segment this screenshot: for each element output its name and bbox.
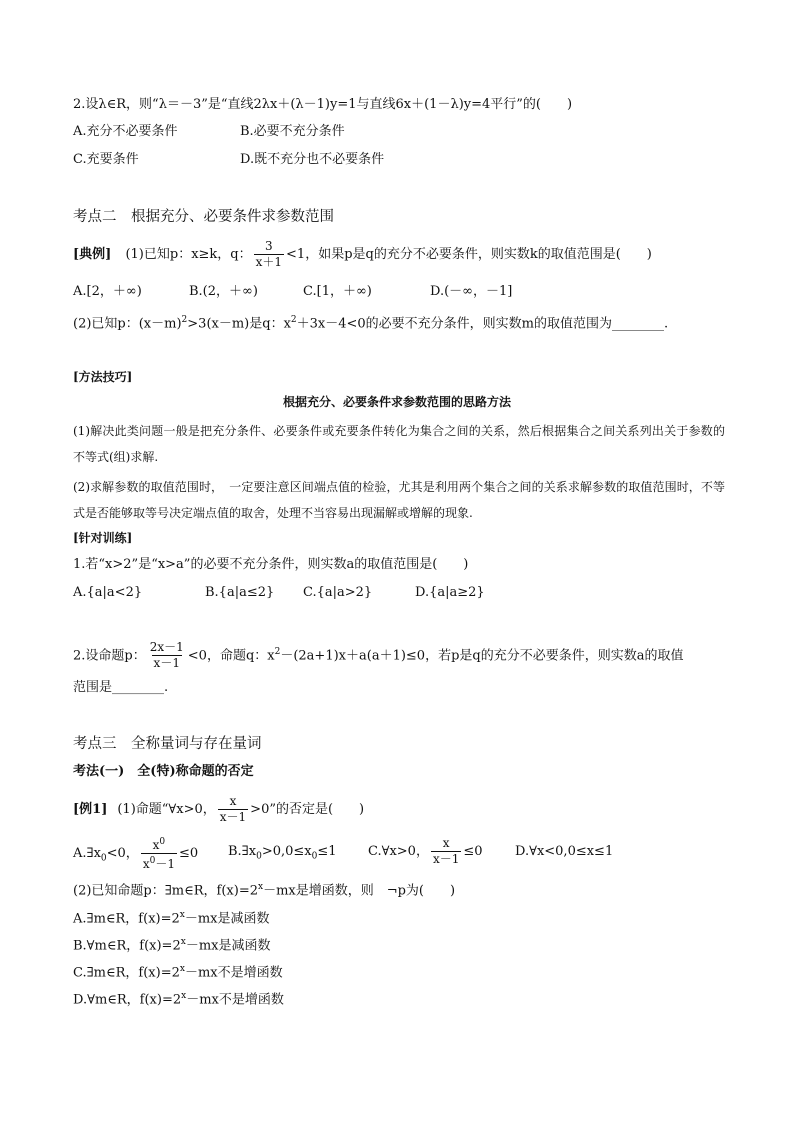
training-q2-text-b: <0，命题q：x xyxy=(187,648,275,664)
section-3-subheading: 考法(一) 全(特)称命题的否定 xyxy=(73,764,254,779)
ex3-part2-option-a xyxy=(73,906,270,928)
training-q2-line-1 xyxy=(73,636,683,672)
q2-option-c: C.充要条件 xyxy=(73,152,139,167)
subscript: 0 xyxy=(311,851,318,862)
text: D.∀m∈R，f(x)=2 xyxy=(73,992,182,1008)
fraction-numerator xyxy=(151,836,168,853)
numerator-text: x xyxy=(152,838,160,852)
option-text: ≤0 xyxy=(463,844,483,859)
exponent: 2 xyxy=(274,647,281,657)
option-text: <0， xyxy=(106,846,139,861)
fraction-denominator: x－1 xyxy=(432,852,460,866)
option-text: >0,0≤x xyxy=(261,844,312,859)
fraction-denominator: x－1 xyxy=(153,656,180,671)
q2-option-d: D.既不充分也不必要条件 xyxy=(240,152,385,167)
example-label: [典例] xyxy=(73,247,112,262)
superscript: x xyxy=(179,910,185,920)
ex1-option-a: A.[2，＋∞) xyxy=(73,284,142,299)
superscript: x xyxy=(180,937,186,947)
ex1-option-b: B.(2，＋∞) xyxy=(189,284,258,299)
training-q2-text-a: 2.设命题p： xyxy=(73,648,146,664)
ex3-option-b xyxy=(228,836,337,873)
q2-option-b: B.必要不充分条件 xyxy=(240,124,345,139)
text: B.∀m∈R，f(x)=2 xyxy=(73,938,181,954)
text: －mx不是增函数 xyxy=(184,965,283,981)
method-title: 根据充分、必要条件求参数范围的思路方法 xyxy=(282,395,511,409)
fraction-denominator: x－1 xyxy=(219,810,247,824)
fraction-numerator: 2x－1 xyxy=(149,640,184,655)
exponent: 2 xyxy=(181,315,188,325)
text: －mx是减函数 xyxy=(185,938,271,954)
option-text: ≤1 xyxy=(317,844,337,859)
example-2-line xyxy=(73,311,668,333)
example-3-text-a: (1)命题“∀x>0， xyxy=(117,802,216,817)
fraction-denominator: x＋1 xyxy=(255,255,283,269)
training-q2-text-c: －(2a+1)x＋a(a＋1)≤0，若p是q的充分不必要条件，则实数a的取值 xyxy=(280,648,684,664)
question-2-stem: 2.设λ∈R，则“λ＝－3”是“直线2λx＋(λ－1)y=1与直线6x＋(1－λ)y=4平行”的( ) xyxy=(73,97,573,112)
denominator-text: －1 xyxy=(155,857,175,871)
superscript: x xyxy=(179,964,185,974)
text: C.∃m∈R，f(x)=2 xyxy=(73,965,180,981)
example-1-text-b: <1，如果p是q的充分不必要条件，则实数k的取值范围是( ) xyxy=(286,247,652,262)
option-a-fraction xyxy=(141,836,177,871)
denominator-text: x xyxy=(142,857,150,871)
text: A.∃m∈R，f(x)=2 xyxy=(73,911,180,927)
training-q1-stem: 1.若“x>2”是“x>a”的必要不充分条件，则实数a的取值范围是( ) xyxy=(73,557,469,572)
text: －mx不是增函数 xyxy=(186,992,284,1008)
example-1-fraction xyxy=(254,240,284,269)
training-q1-option-a: A.{a|a<2} xyxy=(73,585,143,600)
example-3-part-2 xyxy=(73,878,455,900)
superscript: 0 xyxy=(159,837,166,847)
ex3-part2-option-b xyxy=(73,933,270,955)
training-q2-line-2: 范围是________. xyxy=(73,680,169,695)
method-paragraph-2: (2)求解参数的取值范围时， 一定要注意区间端点值的检验，尤其是利用两个集合之间的关系求解参数的取值范围时，不等式是否能够取等号决定端点值的取舍，处理不当容易出现漏解或增解的现象. xyxy=(73,480,725,520)
section-3-heading: 考点三 全称量词与存在量词 xyxy=(73,736,262,752)
fraction-denominator xyxy=(141,853,177,871)
example-2-text-c: ＋3x－4<0的必要不充分条件，则实数m的取值范围为________. xyxy=(296,316,669,332)
example-1-text-a: (1)已知p：x≥k，q： xyxy=(125,247,252,262)
training-q1-option-b: B.{a|a≤2} xyxy=(205,585,275,600)
training-q1-option-c: C.{a|a>2} xyxy=(303,585,373,600)
option-text: B.∃x xyxy=(228,844,257,859)
superscript: 0 xyxy=(149,856,156,866)
option-text: A.∃x xyxy=(73,846,101,861)
ex3-part2-option-c xyxy=(73,960,283,982)
example-3-fraction xyxy=(218,795,248,824)
ex3-option-d: D.∀x<0,0≤x≤1 xyxy=(515,844,614,859)
q2-option-a: A.充分不必要条件 xyxy=(73,124,178,139)
fraction-numerator: 3 xyxy=(265,239,273,253)
example-3-text-b: >0”的否定是( ) xyxy=(250,802,365,817)
ex1-option-d: D.(－∞，－1] xyxy=(430,284,513,299)
example-label: [例1] xyxy=(73,802,108,817)
text: －mx是增函数，则 ¬p为( ) xyxy=(263,883,456,899)
section-2-heading: 考点二 根据充分、必要条件求参数范围 xyxy=(73,209,334,225)
option-text: C.∀x>0， xyxy=(368,844,429,859)
fraction-numerator: x xyxy=(229,794,237,808)
ex1-option-c: C.[1，＋∞) xyxy=(303,284,372,299)
method-paragraph-1: (1)解决此类问题一般是把充分条件、必要条件或充要条件转化为集合之间的关系，然后根据集合之间关系列出关于参数的不等式(组)求解. xyxy=(73,424,725,464)
training-q1-option-d: D.{a|a≥2} xyxy=(415,585,485,600)
training-q2-fraction xyxy=(148,641,186,670)
ex3-part2-option-d xyxy=(73,987,284,1009)
text: －mx是减函数 xyxy=(184,911,270,927)
example-2-text-b: >3(x－m)是q：x xyxy=(187,316,291,332)
example-2-text-a: (2)已知p：(x－m) xyxy=(73,316,182,332)
ex3-option-a xyxy=(73,836,198,875)
superscript: x xyxy=(257,882,264,892)
example-1-line xyxy=(73,240,652,270)
example-3-line xyxy=(73,794,364,826)
superscript: x xyxy=(181,991,187,1001)
option-c-fraction xyxy=(431,837,461,866)
ex3-option-c xyxy=(368,836,483,868)
option-text: ≤0 xyxy=(178,846,199,861)
training-label: [针对训练] xyxy=(73,531,133,545)
exponent: 2 xyxy=(290,315,297,325)
fraction-numerator: x xyxy=(442,836,450,850)
method-label: [方法技巧] xyxy=(73,370,133,384)
subscript: 0 xyxy=(100,853,107,864)
subscript: 0 xyxy=(256,851,262,862)
text: (2)已知命题p：∃m∈R，f(x)=2 xyxy=(73,883,258,899)
